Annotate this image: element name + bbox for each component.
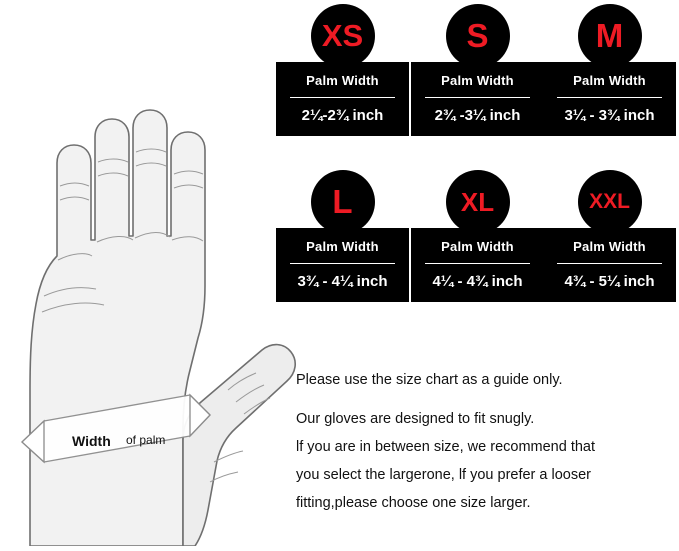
- size-badge-xs: XS: [311, 4, 375, 68]
- palm-width-value-xxl: 4¾ - 5¼ inch: [564, 273, 655, 290]
- size-badge-m: M: [578, 4, 642, 68]
- size-card-l: [276, 170, 409, 302]
- size-card-m: [543, 4, 676, 136]
- panel-divider: [557, 263, 662, 264]
- size-panel-l: [276, 228, 409, 302]
- palm-width-label-s: Palm Width: [441, 73, 514, 88]
- note-line-1: Our gloves are designed to fit snugly.: [296, 410, 535, 427]
- size-card-xxl: [543, 170, 676, 302]
- palm-width-value-l: 3¾ - 4¼ inch: [297, 273, 388, 290]
- palm-width-label-m: Palm Width: [573, 73, 646, 88]
- size-card-s: [411, 4, 544, 136]
- panel-divider: [557, 97, 662, 98]
- palm-width-label-l: Palm Width: [306, 239, 379, 254]
- hand-illustration: [0, 90, 300, 546]
- palm-width-label-xs: Palm Width: [306, 73, 379, 88]
- size-badge-xl: XL: [446, 170, 510, 234]
- size-panel-xxl: [543, 228, 676, 302]
- note-line-3: you select the largerone, lf you prefer a looser: [296, 467, 591, 484]
- size-panel-xl: [411, 228, 544, 302]
- size-badge-xxl: XXL: [578, 170, 642, 234]
- note-line-2: lf you are in between size, we recommend that: [296, 438, 596, 455]
- size-panel-m: [543, 62, 676, 136]
- size-panel-xs: [276, 62, 409, 136]
- palm-width-value-xs: 2¼-2¾ inch: [301, 107, 384, 124]
- size-card-xl: [411, 170, 544, 302]
- palm-width-caption-main: Width: [72, 433, 111, 449]
- panel-divider: [290, 263, 395, 264]
- hand-outline-shape: [30, 110, 295, 546]
- palm-width-label-xxl: Palm Width: [573, 239, 646, 254]
- palm-width-value-s: 2¾ -3¼ inch: [434, 107, 521, 124]
- size-panel-s: [411, 62, 544, 136]
- panel-divider: [425, 263, 530, 264]
- palm-width-caption-sub: of palm: [126, 433, 166, 447]
- note-guide: Please use the size chart as a guide only.: [296, 372, 563, 388]
- note-line-4: fitting,please choose one size larger.: [296, 495, 531, 512]
- size-chart-notes: [296, 371, 676, 518]
- size-card-xs: [276, 4, 409, 136]
- palm-width-value-m: 3¼ - 3¾ inch: [564, 107, 655, 124]
- size-badge-l: L: [311, 170, 375, 234]
- palm-width-value-xl: 4¼ - 4¾ inch: [432, 273, 523, 290]
- panel-divider: [290, 97, 395, 98]
- palm-width-label-xl: Palm Width: [441, 239, 514, 254]
- panel-divider: [425, 97, 530, 98]
- size-badge-s: S: [446, 4, 510, 68]
